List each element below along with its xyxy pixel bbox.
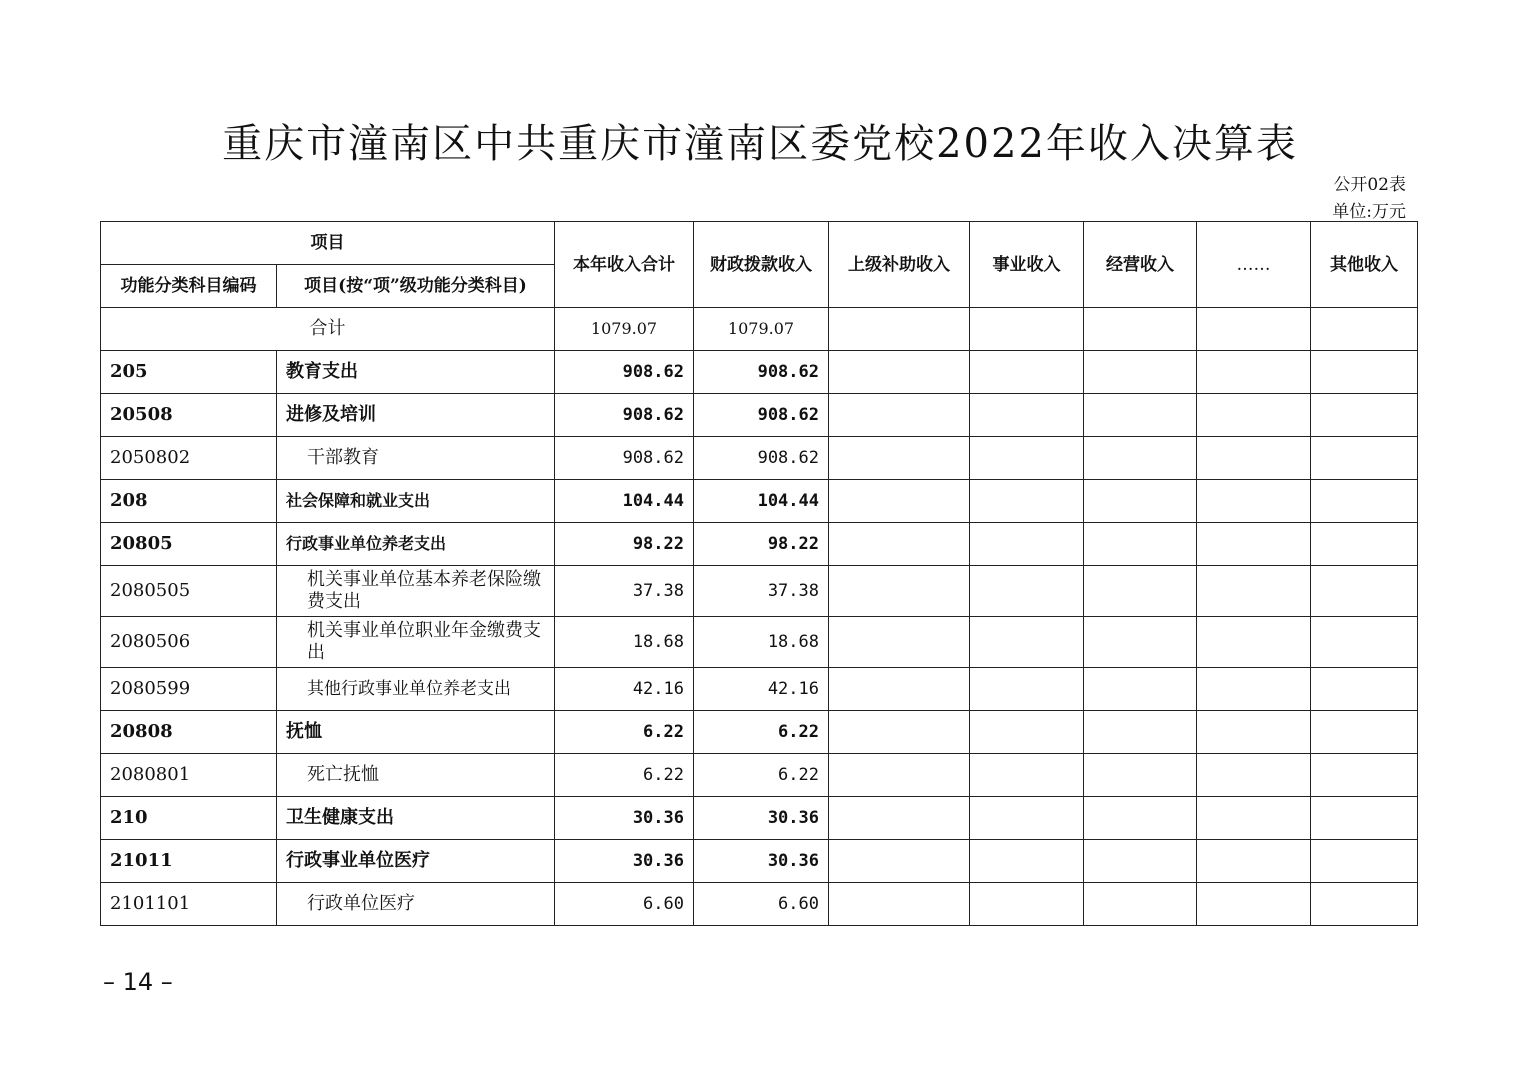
row-fiscal: 18.68 — [694, 617, 829, 668]
row-name: 死亡抚恤 — [277, 754, 555, 797]
sum-label: 合计 — [101, 308, 555, 351]
row-code: 2080506 — [101, 617, 277, 668]
table-row — [101, 523, 1418, 566]
table-row — [101, 797, 1418, 840]
row-fiscal: 6.22 — [694, 754, 829, 797]
table-row — [101, 437, 1418, 480]
page-title: 重庆市潼南区中共重庆市潼南区委党校2022年收入决算表 — [222, 121, 1298, 167]
header-operating: 经营收入 — [1084, 222, 1197, 308]
row-total: 18.68 — [555, 617, 694, 668]
table-row — [101, 617, 1418, 668]
header-ellipsis: …… — [1197, 222, 1311, 308]
row-total: 908.62 — [555, 394, 694, 437]
table-row — [101, 711, 1418, 754]
row-name: 干部教育 — [277, 437, 555, 480]
row-name: 行政事业单位养老支出 — [277, 523, 555, 566]
row-fiscal: 104.44 — [694, 480, 829, 523]
sum-total: 1079.07 — [555, 308, 694, 351]
table-row — [101, 394, 1418, 437]
row-code: 2080505 — [101, 566, 277, 617]
row-fiscal: 6.60 — [694, 883, 829, 926]
sum-row — [101, 308, 1418, 351]
header-total: 本年收入合计 — [555, 222, 694, 308]
page-number: – 14 – — [103, 968, 173, 996]
row-name: 行政单位医疗 — [277, 883, 555, 926]
row-code: 2080599 — [101, 668, 277, 711]
row-fiscal: 37.38 — [694, 566, 829, 617]
table-row — [101, 840, 1418, 883]
row-code: 2080801 — [101, 754, 277, 797]
row-total: 98.22 — [555, 523, 694, 566]
row-name: 机关事业单位基本养老保险缴费支出 — [277, 566, 555, 617]
header-business: 事业收入 — [970, 222, 1084, 308]
row-fiscal: 30.36 — [694, 797, 829, 840]
row-code: 2101101 — [101, 883, 277, 926]
row-fiscal: 908.62 — [694, 437, 829, 480]
header-fiscal: 财政拨款收入 — [694, 222, 829, 308]
sum-fiscal: 1079.07 — [694, 308, 829, 351]
header-superior: 上级补助收入 — [829, 222, 970, 308]
row-total: 30.36 — [555, 797, 694, 840]
header-other: 其他收入 — [1311, 222, 1418, 308]
table-row — [101, 351, 1418, 394]
row-fiscal: 30.36 — [694, 840, 829, 883]
row-name: 教育支出 — [277, 351, 555, 394]
row-total: 104.44 — [555, 480, 694, 523]
row-name: 进修及培训 — [277, 394, 555, 437]
table-row — [101, 754, 1418, 797]
row-total: 6.60 — [555, 883, 694, 926]
row-code: 2050802 — [101, 437, 277, 480]
row-code: 20508 — [101, 394, 277, 437]
form-number: 公开02表 — [1333, 175, 1406, 195]
row-code: 21011 — [101, 840, 277, 883]
header-item-group: 项目 — [101, 222, 555, 265]
header-name: 项目(按“项”级功能分类科目) — [277, 265, 555, 308]
table-row — [101, 480, 1418, 523]
row-fiscal: 42.16 — [694, 668, 829, 711]
row-name: 机关事业单位职业年金缴费支出 — [277, 617, 555, 668]
header-code: 功能分类科目编码 — [101, 265, 277, 308]
row-total: 30.36 — [555, 840, 694, 883]
row-name: 抚恤 — [277, 711, 555, 754]
row-total: 37.38 — [555, 566, 694, 617]
unit-label: 单位:万元 — [1332, 202, 1406, 222]
income-table — [100, 221, 1418, 926]
row-code: 20805 — [101, 523, 277, 566]
row-name: 其他行政事业单位养老支出 — [277, 668, 555, 711]
row-total: 42.16 — [555, 668, 694, 711]
table-row — [101, 566, 1418, 617]
row-code: 210 — [101, 797, 277, 840]
row-total: 908.62 — [555, 351, 694, 394]
row-fiscal: 6.22 — [694, 711, 829, 754]
row-name: 社会保障和就业支出 — [277, 480, 555, 523]
row-name: 卫生健康支出 — [277, 797, 555, 840]
row-fiscal: 908.62 — [694, 351, 829, 394]
row-code: 20808 — [101, 711, 277, 754]
table-row — [101, 668, 1418, 711]
table-row — [101, 883, 1418, 926]
row-code: 205 — [101, 351, 277, 394]
row-total: 6.22 — [555, 711, 694, 754]
row-total: 908.62 — [555, 437, 694, 480]
row-fiscal: 908.62 — [694, 394, 829, 437]
row-total: 6.22 — [555, 754, 694, 797]
row-code: 208 — [101, 480, 277, 523]
row-name: 行政事业单位医疗 — [277, 840, 555, 883]
row-fiscal: 98.22 — [694, 523, 829, 566]
